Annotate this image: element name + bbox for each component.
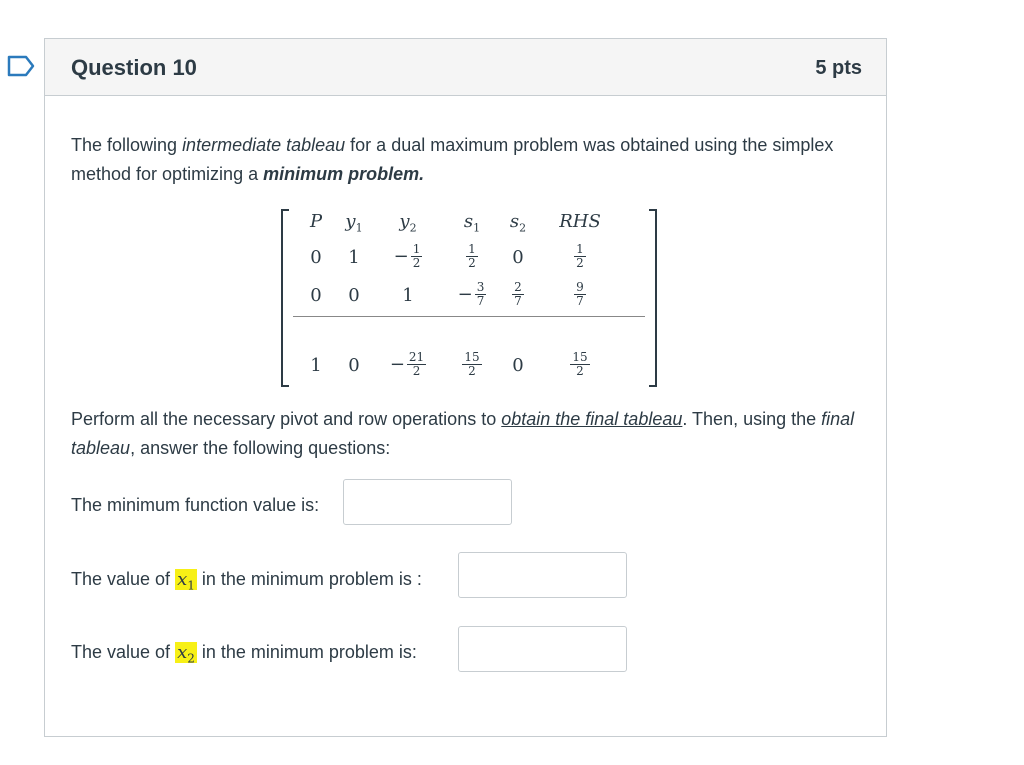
min-value-input[interactable]: [343, 479, 512, 525]
tableau-cell: $\frac{1}{2}$: [576, 242, 584, 270]
instructions-emphasis: final tableau: [71, 409, 855, 458]
question-title: Question 10: [71, 55, 197, 80]
tableau-cell: 0: [512, 247, 524, 268]
x2-value-input[interactable]: [458, 626, 627, 672]
x1-question-label: The value of $x_1$ in the minimum problem is :: [71, 569, 422, 593]
tableau-cell: 1: [402, 285, 414, 306]
tableau-cell: $\frac{9}{7}$: [576, 280, 584, 308]
matrix-bracket-right: [649, 209, 657, 387]
matrix-bracket-left: [281, 209, 289, 387]
question-card: [44, 38, 887, 737]
instructions-part: Perform all the necessary pivot and row operations to: [71, 409, 502, 429]
x2-question-label: The value of $x_2$ in the minimum problem is:: [71, 642, 417, 666]
tableau-header: $s_2$: [509, 211, 527, 235]
tableau-separator: [293, 316, 645, 317]
prompt-text: The following: [71, 135, 183, 155]
prompt-emphasis: intermediate tableau: [182, 135, 346, 155]
tableau-cell: − $\frac{21}{2}$: [389, 350, 425, 378]
x1-value-input[interactable]: [458, 552, 627, 598]
simplex-tableau: [281, 209, 657, 387]
prompt-text: for a dual maximum problem was obtained using the simplex method for optimizing a: [71, 135, 834, 184]
question-points: 5 pts: [815, 57, 862, 79]
min-value-label: The minimum function value is:: [71, 495, 320, 515]
tableau-cell: $\frac{1}{2}$: [468, 242, 476, 270]
x1-variable: $x_1$: [177, 569, 195, 593]
tableau-header: $s_1$: [463, 211, 481, 235]
tableau-cell: 1: [348, 247, 360, 268]
question-prompt: [71, 131, 861, 189]
tableau-cell: 0: [512, 355, 524, 376]
instructions-part: . Then, using the: [682, 409, 822, 429]
tableau-header: $y_1$: [345, 211, 363, 235]
x2-variable: $x_2$: [177, 642, 195, 666]
tableau-cell: $\frac{15}{2}$: [464, 350, 480, 378]
instructions-emphasis: obtain the final tableau: [501, 409, 683, 429]
tableau-cell: 0: [310, 247, 322, 268]
question-header: [45, 39, 886, 96]
tableau-cell: $\frac{15}{2}$: [572, 350, 588, 378]
tableau-cell: 0: [310, 285, 322, 306]
tableau-header: $y_2$: [399, 211, 417, 235]
instructions-text: [71, 405, 861, 463]
tableau-cell: $\frac{2}{7}$: [514, 280, 522, 308]
tableau-cell: 1: [310, 355, 322, 376]
tableau-cell: 0: [348, 355, 360, 376]
tableau-header: RHS: [559, 211, 601, 232]
tableau-header: P: [309, 211, 323, 232]
instructions-part: , answer the following questions:: [130, 438, 391, 458]
tableau-cell: − $\frac{1}{2}$: [393, 242, 421, 270]
tableau-cell: − $\frac{3}{7}$: [457, 280, 485, 308]
bookmark-flag-icon[interactable]: [6, 54, 36, 78]
prompt-strong: minimum problem.: [263, 164, 425, 184]
tableau-cell: 0: [348, 285, 360, 306]
